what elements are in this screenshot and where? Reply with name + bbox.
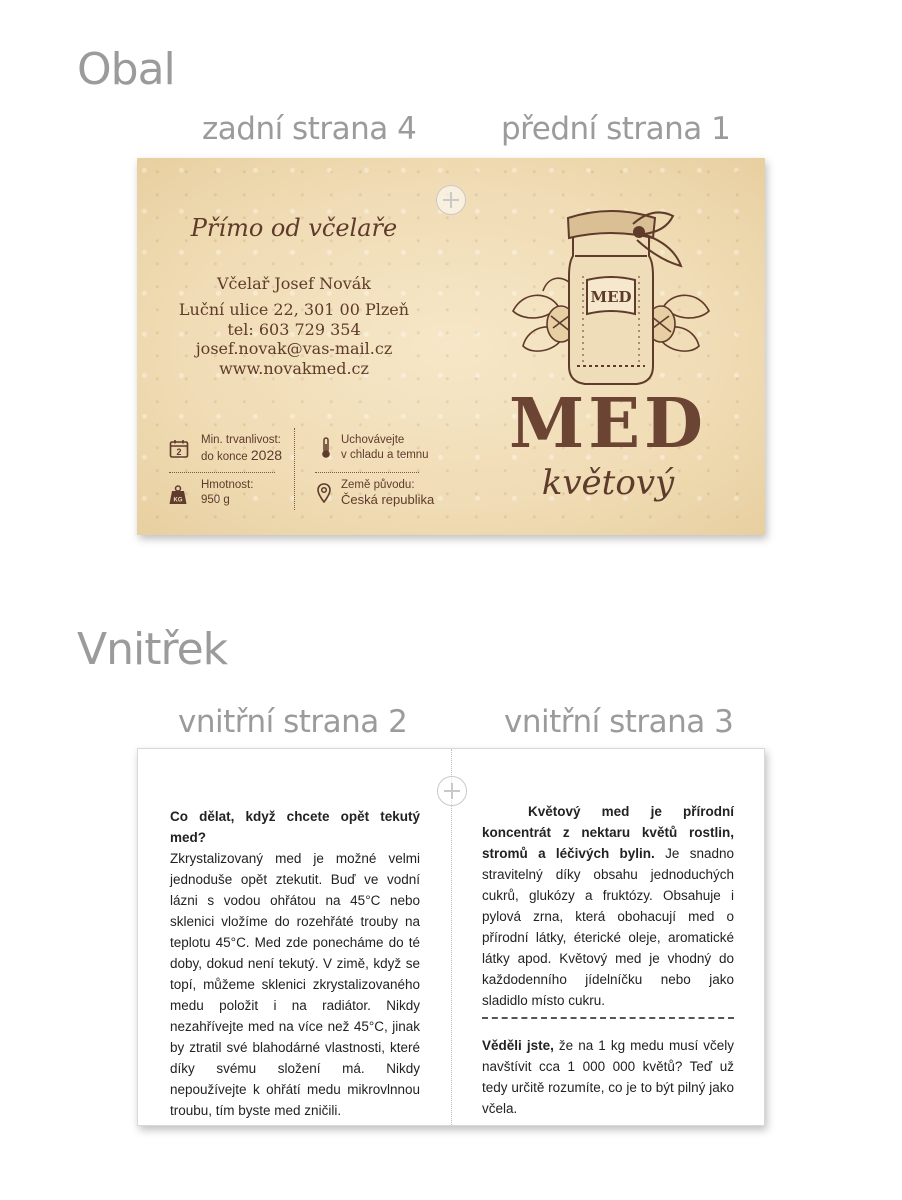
panel-title-inner-left: vnitřní strana 2: [178, 704, 408, 740]
info-divider-right: [315, 472, 419, 473]
weight-label: Hmotnost:: [201, 479, 254, 491]
inner-left-heading: Co dělat, když chcete opět tekutý med?: [170, 809, 420, 845]
thermometer-icon: [320, 437, 332, 459]
inner-right-separator: [482, 1017, 734, 1019]
inner-right-fact-rest: že na 1 kg medu musí včely navštívit cca 1 000 000 květů? Teď už tedy určitě rozumíte, co je to být pilný jako včela.: [482, 1038, 734, 1116]
tagline: Přímo od včelaře: [190, 214, 398, 242]
svg-text:2: 2: [176, 447, 182, 457]
calendar-icon: [169, 439, 189, 459]
phone: tel: 603 729 354: [227, 320, 361, 339]
info-divider-left: [169, 472, 275, 473]
section-title-cover: Obal: [77, 44, 175, 95]
shelf-life-year: 2028: [250, 447, 283, 463]
location-pin-icon: [317, 483, 331, 503]
origin-value: Česká republika: [341, 492, 435, 507]
inner-right-intro: [482, 801, 734, 1011]
shelf-life-value: [201, 448, 282, 465]
section-title-inner: Vnitřek: [77, 624, 228, 675]
beekeeper-name: Včelař Josef Novák: [216, 274, 371, 293]
inner-card: [137, 748, 765, 1126]
honey-jar-illustration: [503, 196, 719, 396]
origin-label: Země původu:: [341, 479, 415, 491]
weight-value: 950 g: [201, 494, 230, 506]
panel-title-back: zadní strana 4: [202, 111, 417, 147]
email: josef.novak@vas-mail.cz: [195, 339, 393, 358]
svg-text:KG: KG: [173, 497, 183, 504]
inner-right-fact: [482, 1035, 734, 1119]
address: Luční ulice 22, 301 00 Plzeň: [178, 300, 410, 319]
inner-left-body: Zkrystalizovaný med je možné velmi jednoduše opět ztekutit. Buď ve vodní lázni s vodou ohřátou na 45°C nebo sklenici vložíme do rozehřáté trouby na teplotu 45°C. Med zde ponecháme do té doby, dokud není tekutý. V zimě, když se topí, můžeme sklenici zkrystalizovaného medu položit i na radiátor. Nikdy nezahřívejte med na více než 45°C, jinak by ztratil své blahodárné vlastnosti, které díky svému složení má. Nikdy nepoužívejte k ohřátí medu mikrovlnnou troubu, tím byste med zničili.: [170, 851, 420, 1118]
inner-right-intro-rest: Je snadno stravitelný díky obsahu jednoduchých cukrů, glukózy a fruktózy. Obsahuje i pylová zrna, která obohacují med o přírodní látky, éterické oleje, aromatické látky apod. Květový med je vhodný do každodenního jídelníčku nebo jako sladidlo místo cukru.: [482, 846, 734, 1008]
cover-card: [137, 158, 765, 535]
shelf-life-label: Min. trvanlivost:: [201, 434, 281, 446]
inner-right-fact-bold: Věděli jste,: [482, 1038, 554, 1053]
panel-title-front: přední strana 1: [501, 111, 731, 147]
svg-text:MED: MED: [590, 288, 632, 306]
front-subtitle: květový: [541, 463, 675, 503]
hang-hole-icon: [436, 185, 466, 215]
storage-line1: Uchovávejte: [341, 434, 405, 446]
storage-line2: v chladu a temnu: [341, 449, 429, 461]
front-title: MED: [508, 384, 708, 464]
info-divider-vertical: [294, 428, 295, 510]
hang-hole-icon-inner: [437, 776, 467, 806]
weight-icon: [169, 485, 187, 505]
inner-right-intro-bold: Květový med je přírodní koncentrát z nektaru květů rostlin, stromů a léčivých bylin.: [482, 804, 734, 861]
website: www.novakmed.cz: [219, 359, 369, 378]
panel-title-inner-right: vnitřní strana 3: [504, 704, 734, 740]
shelf-life-prefix: do konce: [201, 451, 248, 463]
inner-left-text: [170, 806, 420, 1121]
